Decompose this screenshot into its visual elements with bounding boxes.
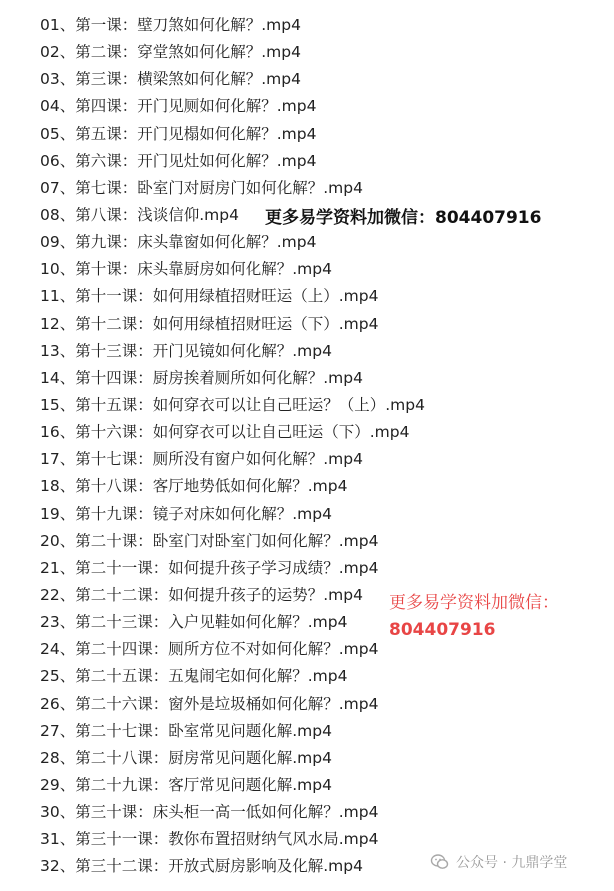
lesson-item: 05、第五课：开门见榻如何化解？.mp4 [40, 124, 317, 143]
lesson-item: 29、第二十九课：客厅常见问题化解.mp4 [40, 775, 332, 794]
lesson-item: 08、第八课：浅谈信仰.mp4 [40, 205, 239, 224]
lesson-item: 06、第六课：开门见灶如何化解？.mp4 [40, 151, 317, 170]
wechat-promo-note-red [389, 590, 559, 644]
promo-text: 更多易学资料加微信： [389, 593, 559, 613]
lesson-item: 16、第十六课：如何穿衣可以让自己旺运（下）.mp4 [40, 423, 410, 442]
wechat-promo-note-black: 更多易学资料加微信：804407916 [265, 208, 542, 228]
lesson-item: 03、第三课：横梁煞如何化解？.mp4 [40, 70, 301, 89]
lesson-item: 17、第十七课：厕所没有窗户如何化解？.mp4 [40, 450, 363, 469]
lesson-item: 18、第十八课：客厅地势低如何化解？.mp4 [40, 477, 348, 496]
lesson-item: 13、第十三课：开门见镜如何化解？.mp4 [40, 341, 332, 360]
lesson-item: 20、第二十课：卧室门对卧室门如何化解？.mp4 [40, 531, 379, 550]
lesson-item: 25、第二十五课：五鬼闹宅如何化解？.mp4 [40, 667, 348, 686]
lesson-item: 28、第二十八课：厨房常见问题化解.mp4 [40, 748, 332, 767]
lesson-item: 02、第二课：穿堂煞如何化解？.mp4 [40, 43, 301, 62]
lesson-item: 04、第四课：开门见厕如何化解？.mp4 [40, 97, 317, 116]
lesson-item: 21、第二十一课：如何提升孩子学习成绩？.mp4 [40, 558, 379, 577]
wechat-icon [430, 852, 450, 872]
lesson-item: 26、第二十六课：窗外是垃圾桶如何化解？.mp4 [40, 694, 379, 713]
lesson-item: 01、第一课：壁刀煞如何化解？.mp4 [40, 16, 301, 34]
lesson-item: 15、第十五课：如何穿衣可以让自己旺运？（上）.mp4 [40, 395, 425, 414]
lesson-item: 27、第二十七课：卧室常见问题化解.mp4 [40, 721, 332, 740]
lesson-item: 14、第十四课：厨房挨着厕所如何化解？.mp4 [40, 368, 363, 387]
promo-wechat-id: 804407916 [389, 620, 496, 640]
watermark [430, 852, 567, 872]
lesson-item: 11、第十一课：如何用绿植招财旺运（上）.mp4 [40, 287, 379, 306]
lesson-item: 10、第十课：床头靠厨房如何化解？.mp4 [40, 260, 332, 279]
lesson-item: 23、第二十三课：入户见鞋如何化解？.mp4 [40, 613, 348, 632]
lesson-item: 22、第二十二课：如何提升孩子的运势？.mp4 [40, 585, 363, 604]
lesson-item: 09、第九课：床头靠窗如何化解？.mp4 [40, 233, 317, 252]
lesson-item: 31、第三十一课：教你布置招财纳气风水局.mp4 [40, 830, 379, 849]
lesson-item: 24、第二十四课：厕所方位不对如何化解？.mp4 [40, 640, 379, 659]
lesson-item: 32、第三十二课：开放式厨房影响及化解.mp4 [40, 857, 363, 876]
lesson-item: 12、第十二课：如何用绿植招财旺运（下）.mp4 [40, 314, 379, 333]
lesson-list [40, 12, 425, 881]
watermark-text: 公众号 · 九鼎学堂 [456, 855, 568, 871]
lesson-item: 07、第七课：卧室门对厨房门如何化解？.mp4 [40, 178, 363, 197]
lesson-item: 30、第三十课：床头柜一高一低如何化解？.mp4 [40, 803, 379, 822]
lesson-item: 19、第十九课：镜子对床如何化解？.mp4 [40, 504, 332, 523]
